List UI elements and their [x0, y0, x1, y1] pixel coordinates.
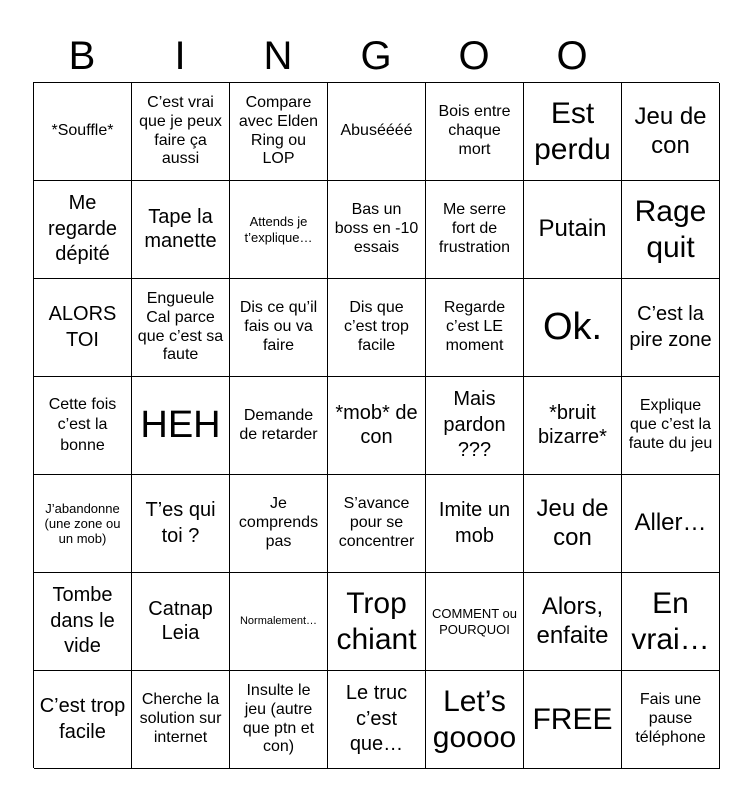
bingo-cell[interactable]: Mais pardon ??? — [426, 377, 524, 475]
bingo-cell[interactable]: Jeu de con — [622, 83, 720, 181]
header-letter-i: I — [174, 34, 186, 78]
header-letter-n: N — [263, 34, 293, 78]
bingo-cell[interactable]: Aller… — [622, 475, 720, 573]
bingo-cell[interactable]: J’abandonne (une zone ou un mob) — [34, 475, 132, 573]
bingo-cell[interactable]: Demande de retarder — [230, 377, 328, 475]
bingo-cell[interactable]: Est perdu — [524, 83, 622, 181]
bingo-cell[interactable]: Tape la manette — [132, 181, 230, 279]
bingo-cell[interactable]: *Souffle* — [34, 83, 132, 181]
bingo-cell[interactable]: *mob* de con — [328, 377, 426, 475]
bingo-cell[interactable]: Imite un mob — [426, 475, 524, 573]
bingo-cell[interactable]: C’est vrai que je peux faire ça aussi — [132, 83, 230, 181]
bingo-cell[interactable]: Insulte le jeu (autre que ptn et con) — [230, 671, 328, 769]
bingo-cell[interactable]: FREE — [524, 671, 622, 769]
bingo-cell[interactable]: En vrai… — [622, 573, 720, 671]
bingo-cell[interactable]: Me serre fort de frustration — [426, 181, 524, 279]
bingo-cell[interactable]: Dis que c’est trop facile — [328, 279, 426, 377]
bingo-cell[interactable]: Normalement… — [230, 573, 328, 671]
bingo-cell[interactable]: Explique que c’est la faute du jeu — [622, 377, 720, 475]
bingo-cell[interactable]: Dis ce qu’il fais ou va faire — [230, 279, 328, 377]
bingo-cell[interactable]: Let’s goooo — [426, 671, 524, 769]
bingo-cell[interactable]: ALORS TOI — [34, 279, 132, 377]
bingo-cell[interactable]: Le truc c’est que… — [328, 671, 426, 769]
bingo-cell[interactable]: Tombe dans le vide — [34, 573, 132, 671]
bingo-cell[interactable]: Putain — [524, 181, 622, 279]
bingo-cell[interactable]: Jeu de con — [524, 475, 622, 573]
bingo-cell[interactable]: Trop chiant — [328, 573, 426, 671]
header-letter-b: B — [68, 34, 96, 78]
bingo-cell[interactable]: Me regarde dépité — [34, 181, 132, 279]
header-letter-o: O — [458, 34, 490, 78]
header-letter-blank — [621, 30, 719, 82]
bingo-cell[interactable]: Fais une pause téléphone — [622, 671, 720, 769]
bingo-cell[interactable]: COMMENT ou POURQUOI — [426, 573, 524, 671]
header-letter-o-2: O — [556, 34, 588, 78]
bingo-cell[interactable]: Rage quit — [622, 181, 720, 279]
bingo-cell[interactable]: T’es qui toi ? — [132, 475, 230, 573]
bingo-board — [33, 82, 719, 768]
bingo-cell[interactable]: Cette fois c’est la bonne — [34, 377, 132, 475]
bingo-cell[interactable]: C’est la pire zone — [622, 279, 720, 377]
bingo-header — [33, 30, 719, 82]
bingo-cell[interactable]: Engueule Cal parce que c’est sa faute — [132, 279, 230, 377]
header-letter-g: G — [360, 34, 392, 78]
bingo-cell[interactable]: HEH — [132, 377, 230, 475]
bingo-cell[interactable]: S’avance pour se concentrer — [328, 475, 426, 573]
bingo-cell[interactable]: Attends je t’explique… — [230, 181, 328, 279]
bingo-cell[interactable]: Compare avec Elden Ring ou LOP — [230, 83, 328, 181]
bingo-cell[interactable]: Bas un boss en -10 essais — [328, 181, 426, 279]
bingo-cell[interactable]: Abuséééé — [328, 83, 426, 181]
bingo-cell[interactable]: Bois entre chaque mort — [426, 83, 524, 181]
bingo-cell[interactable]: Catnap Leia — [132, 573, 230, 671]
bingo-cell[interactable]: *bruit bizarre* — [524, 377, 622, 475]
bingo-cell[interactable]: Ok. — [524, 279, 622, 377]
bingo-cell[interactable]: Je comprends pas — [230, 475, 328, 573]
bingo-cell[interactable]: Alors, enfaite — [524, 573, 622, 671]
bingo-cell[interactable]: Cherche la solution sur internet — [132, 671, 230, 769]
bingo-cell[interactable]: Regarde c’est LE moment — [426, 279, 524, 377]
bingo-cell[interactable]: C’est trop facile — [34, 671, 132, 769]
